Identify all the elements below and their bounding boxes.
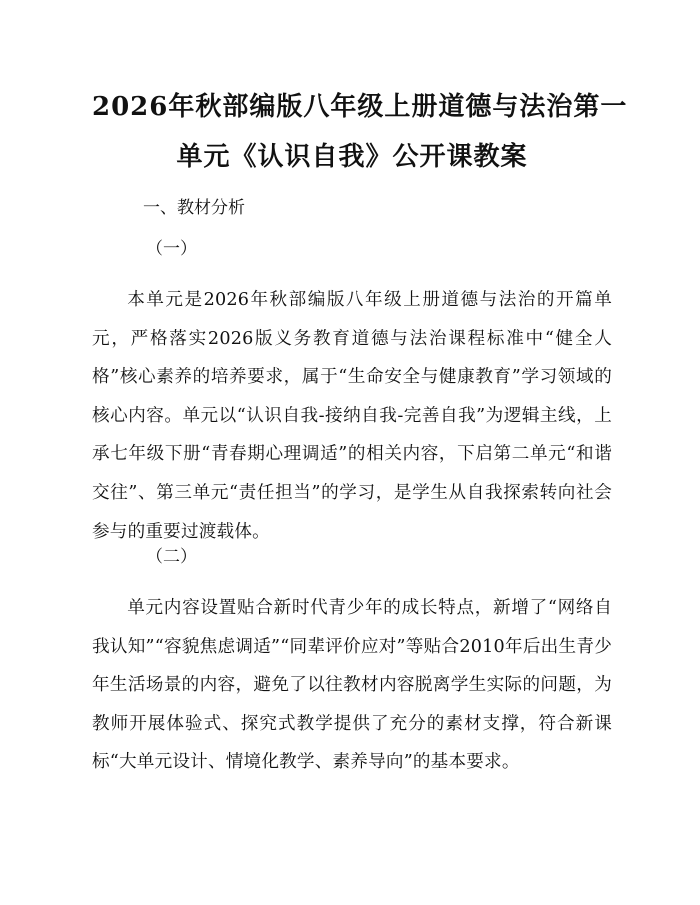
subsection-heading-1: （一） — [146, 239, 197, 259]
section-heading: 一、教材分析 — [143, 198, 245, 218]
paragraph-1: 本单元是2026年秋部编版八年级上册道德与法治的开篇单元，严格落实2026版义务教育道德与法治课程标准中“健全人格”核心素养的培养要求，属于“生命安全与健康教育”学习领域的核心内容。单元以“认识自我-接纳自我-完善自我”为逻辑主线，上承七年级下册“青春期心理调适”的相关内容，下启第二单元“和谐交往”、第三单元“责任担当”的学习，是学生从自我探索转向社会参与的重要过渡载体。 — [92, 290, 612, 542]
document-title-line2: 单元《认识自我》公开课教案 — [176, 142, 528, 172]
document-title-line1: 2026年秋部编版八年级上册道德与法治第一 — [92, 92, 628, 122]
paragraph-2: 单元内容设置贴合新时代青少年的成长特点，新增了“网络自我认知”“容貌焦虑调适”“同辈评价应对”等贴合2010年后出生青少年生活场景的内容，避免了以往教材内容脱离学生实际的问题，为教师开展体验式、探究式教学提供了充分的素材支撑，符合新课标“大单元设计、情境化教学、素养导向”的基本要求。 — [92, 598, 612, 773]
subsection-heading-2: （二） — [146, 547, 197, 567]
